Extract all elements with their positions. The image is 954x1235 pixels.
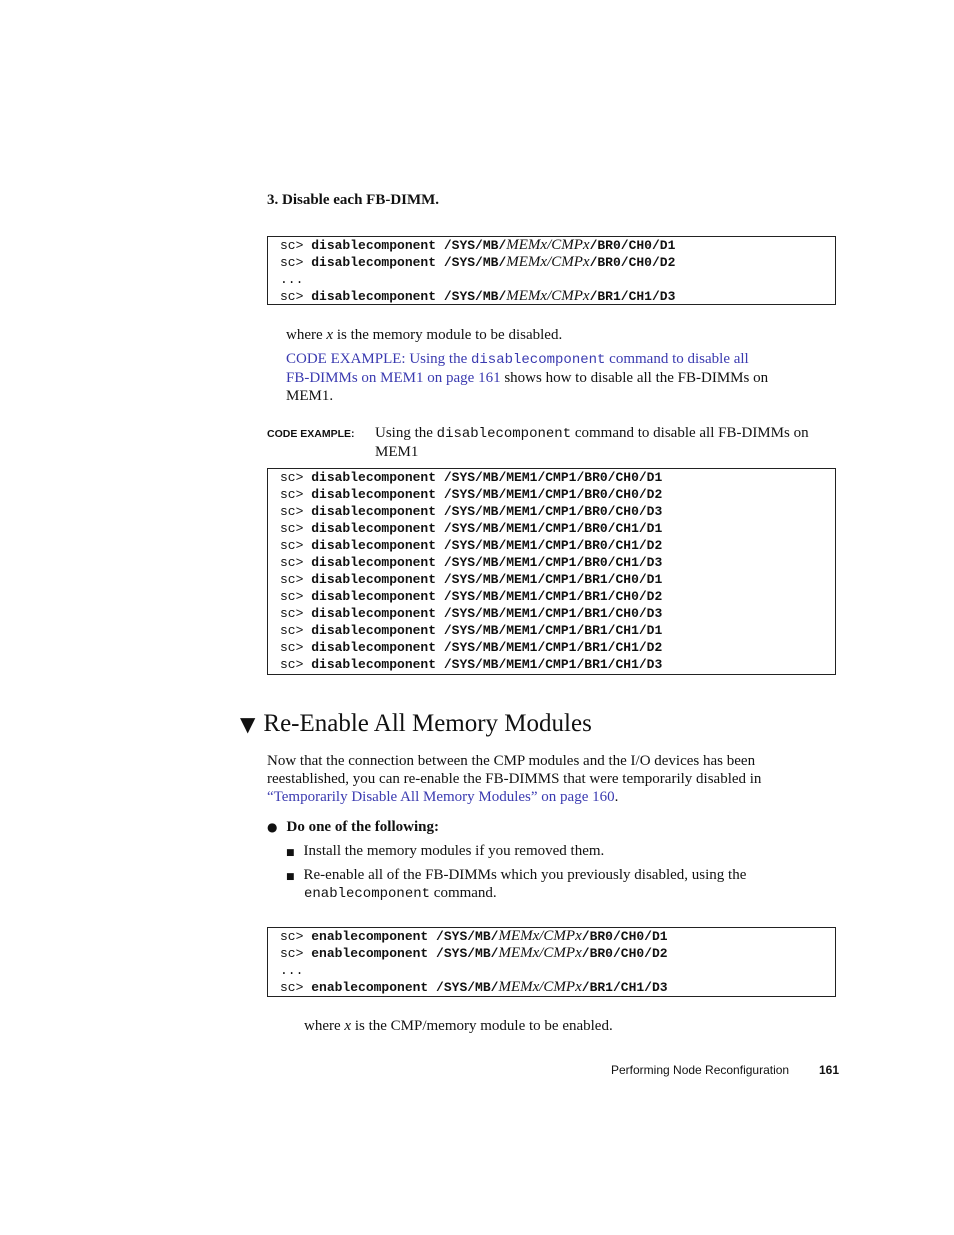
section-heading [240, 709, 592, 739]
xref-paragraph: CODE EXAMPLE: Using the disablecomponent command to disable all FB-DIMMs on MEM1 on page 161 shows how to disable all the FB-DIMMs on MEM1. [286, 351, 769, 404]
xref-link-code-example[interactable]: CODE EXAMPLE: Using the disablecomponent command to disable all FB-DIMMs on MEM1 on page 161 [286, 351, 749, 386]
bullet-dot-icon: ● [267, 820, 278, 834]
code-line: sc> disablecomponent /SYS/MB/MEM1/CMP1/BR0/CH1/D2 [280, 538, 663, 553]
bullet-item: ● Do one of the following: [267, 819, 439, 835]
footer-page-number: 161 [819, 1063, 840, 1077]
list-item: ■ Install the memory modules if you removed them. [286, 843, 605, 859]
caption-label: CODE EXAMPLE: [267, 428, 355, 440]
code-ellipsis: ... [280, 272, 304, 287]
intro-paragraph: Now that the connection between the CMP modules and the I/O devices has been reestablished, you can re-enable the FB-DIMMS that were temporarily disabled in “Temporarily Disable All Memory Modules” on page 160. [267, 753, 762, 805]
code-line: sc> disablecomponent /SYS/MB/MEM1/CMP1/BR1/CH1/D3 [280, 657, 663, 672]
step-number: 3. [267, 192, 279, 208]
step-text: Disable each FB-DIMM. [282, 192, 440, 208]
section-title: Re-Enable All Memory Modules [263, 710, 592, 737]
code-line: sc> disablecomponent /SYS/MB/MEM1/CMP1/BR1/CH0/D2 [280, 589, 663, 604]
code-line: sc> disablecomponent /SYS/MB/MEM1/CMP1/BR1/CH1/D1 [280, 623, 663, 638]
code-line: sc> disablecomponent /SYS/MB/MEM1/CMP1/BR0/CH0/D3 [280, 504, 663, 519]
code-block-disable-generic [267, 236, 836, 305]
code-line: sc> disablecomponent /SYS/MB/MEM1/CMP1/BR1/CH1/D2 [280, 640, 663, 655]
caption-text: Using the disablecomponent command to disable all FB-DIMMs on MEM1 [375, 425, 809, 460]
code-line: sc> enablecomponent /SYS/MB/MEMx/CMPx/BR0/CH0/D2 [280, 945, 668, 961]
code-line: sc> disablecomponent /SYS/MB/MEM1/CMP1/BR0/CH0/D2 [280, 487, 663, 502]
where-note-disable: where x is the memory module to be disabled. [286, 327, 563, 343]
step-heading [267, 192, 439, 209]
footer-chapter: Performing Node Reconfiguration [611, 1063, 790, 1077]
code-line: sc> disablecomponent /SYS/MB/MEM1/CMP1/BR0/CH1/D1 [280, 521, 663, 536]
code-line: sc> disablecomponent /SYS/MB/MEMx/CMPx/BR1/CH1/D3 [280, 288, 676, 304]
code-line: sc> enablecomponent /SYS/MB/MEMx/CMPx/BR1/CH1/D3 [280, 979, 668, 995]
triangle-down-icon: ▼ [240, 712, 256, 736]
list-item: ■ Re-enable all of the FB-DIMMs which you previously disabled, using the [286, 867, 747, 883]
code-line: sc> disablecomponent /SYS/MB/MEM1/CMP1/BR0/CH1/D3 [280, 555, 663, 570]
code-line: sc> enablecomponent /SYS/MB/MEMx/CMPx/BR0/CH0/D1 [280, 928, 668, 944]
code-line: sc> disablecomponent /SYS/MB/MEM1/CMP1/BR1/CH0/D3 [280, 606, 663, 621]
code-line: sc> disablecomponent /SYS/MB/MEM1/CMP1/BR1/CH0/D1 [280, 572, 663, 587]
xref-link-temporarily-disable[interactable]: “Temporarily Disable All Memory Modules” on page 160 [267, 789, 615, 805]
code-line: sc> disablecomponent /SYS/MB/MEMx/CMPx/BR0/CH0/D2 [280, 254, 676, 270]
square-bullet-icon: ■ [286, 872, 295, 882]
where-note-enable: where x is the CMP/memory module to be enabled. [304, 1018, 613, 1034]
square-bullet-icon: ■ [286, 848, 295, 858]
code-block-enable-generic [267, 927, 836, 997]
code-ellipsis: ... [280, 963, 304, 978]
code-line: sc> disablecomponent /SYS/MB/MEM1/CMP1/BR0/CH0/D1 [280, 470, 663, 485]
code-block-mem1 [267, 468, 836, 675]
code-line: sc> disablecomponent /SYS/MB/MEMx/CMPx/BR0/CH0/D1 [280, 237, 676, 253]
list-item-continuation: enablecomponent command. [304, 885, 497, 902]
